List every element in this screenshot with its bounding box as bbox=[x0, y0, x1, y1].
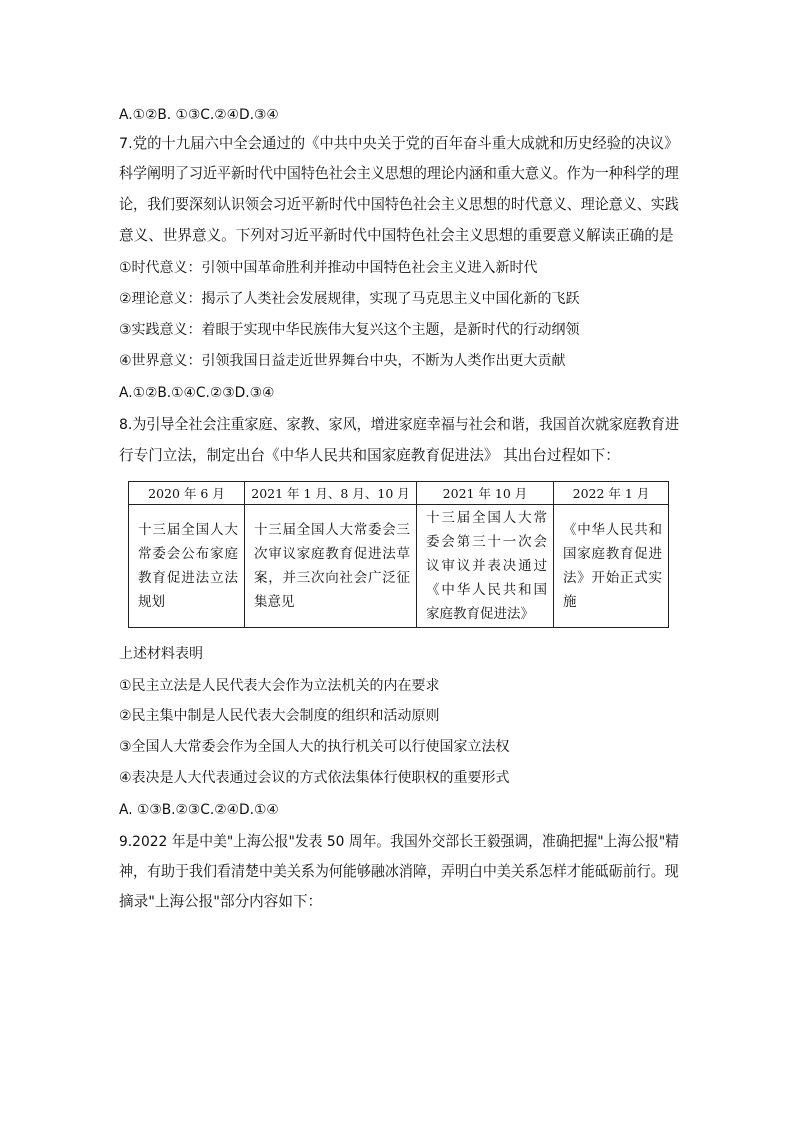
table-cell bbox=[129, 505, 245, 628]
q9-stem-line: 9.2022 年是中美"上海公报"发表 50 周年。我国外交部长王毅强调，准确把握"上海公报"精 bbox=[119, 833, 679, 850]
q9-stem-line: 摘录"上海公报"部分内容如下： bbox=[119, 893, 323, 910]
table-row bbox=[129, 505, 669, 628]
q8-item: ②民主集中制是人民代表大会制度的组织和活动原则 bbox=[119, 708, 440, 724]
q7-stem-line: 科学阐明了习近平新时代中国特色社会主义思想的理论内涵和重大意义。作为一种科学的理 bbox=[119, 165, 679, 182]
legislation-timeline-table bbox=[128, 481, 669, 628]
q8-stem-line: 行专门立法，制定出台《中华人民共和国家庭教育促进法》 其出台过程如下： bbox=[119, 447, 620, 464]
table-cell-text: 十三届全国人大常委会三次审议家庭教育促进法草案，并三次向社会广泛征集意见 bbox=[254, 522, 410, 610]
q8-item: ④表决是人大代表通过会议的方式依法集体行使职权的重要形式 bbox=[119, 770, 510, 786]
q8-material-stem: 上述材料表明 bbox=[119, 646, 203, 662]
table-cell-text: 十三届全国人大常委会第三十一次会议审议并表决通过《中华人民共和国家庭教育促进法》 bbox=[426, 510, 547, 622]
q7-stem-line: 意义、世界意义。下列对习近平新时代中国特色社会主义思想的重要意义解读正确的是 bbox=[119, 227, 674, 244]
q8-item: ①民主立法是人民代表大会作为立法机关的内在要求 bbox=[119, 678, 440, 694]
q7-item: ③实践意义：着眼于实现中华民族伟大复兴这个主题，是新时代的行动纲领 bbox=[119, 322, 580, 338]
table-header-cell: 2021 年 10 月 bbox=[417, 482, 554, 505]
q7-item: ①时代意义：引领中国革命胜利并推动中国特色社会主义进入新时代 bbox=[119, 260, 538, 276]
table-header-cell: 2021 年 1 月、8 月、10 月 bbox=[245, 482, 417, 505]
q8-item: ③全国人大常委会作为全国人大的执行机关可以行使国家立法权 bbox=[119, 739, 510, 755]
q7-stem-line: 论，我们要深刻认识领会习近平新时代中国特色社会主义思想的时代意义、理论意义、实践 bbox=[119, 196, 679, 213]
table-header-cell: 2022 年 1 月 bbox=[554, 482, 669, 505]
q9-stem-line: 神，有助于我们看清楚中美关系为何能够融冰消障，弄明白中美关系怎样才能砥砺前行。现 bbox=[119, 863, 679, 880]
table-header-cell: 2020 年 6 月 bbox=[129, 482, 245, 505]
table-cell bbox=[245, 505, 417, 628]
table-header-row bbox=[129, 482, 669, 505]
q7-stem-line: 7.党的十九届六中全会通过的《中共中央关于党的百年奋斗重大成就和历史经验的决议》 bbox=[119, 135, 679, 152]
table-cell-text: 十三届全国人大常委会公布家庭教育促进法立法规划 bbox=[138, 522, 238, 610]
table-cell bbox=[417, 505, 554, 628]
q7-item: ④世界意义：引领我国日益走近世界舞台中央，不断为人类作出更大贡献 bbox=[119, 353, 566, 369]
q6-answer-options: A.①②B. ①③C.②④D.③④ bbox=[119, 107, 279, 123]
table-cell bbox=[554, 505, 669, 628]
q7-answer-options: A.①②B.①④C.②③D.③④ bbox=[119, 385, 275, 401]
q7-item: ②理论意义：揭示了人类社会发展规律，实现了马克思主义中国化新的飞跃 bbox=[119, 291, 580, 307]
q8-stem-line: 8.为引导全社会注重家庭、家教、家风，增进家庭幸福与社会和谐，我国首次就家庭教育进 bbox=[119, 416, 680, 433]
q8-answer-options: A. ①③B.②③C.②④D.①④ bbox=[119, 802, 279, 818]
table-cell-text: 《中华人民共和国家庭教育促进法》开始正式实施 bbox=[563, 522, 662, 610]
